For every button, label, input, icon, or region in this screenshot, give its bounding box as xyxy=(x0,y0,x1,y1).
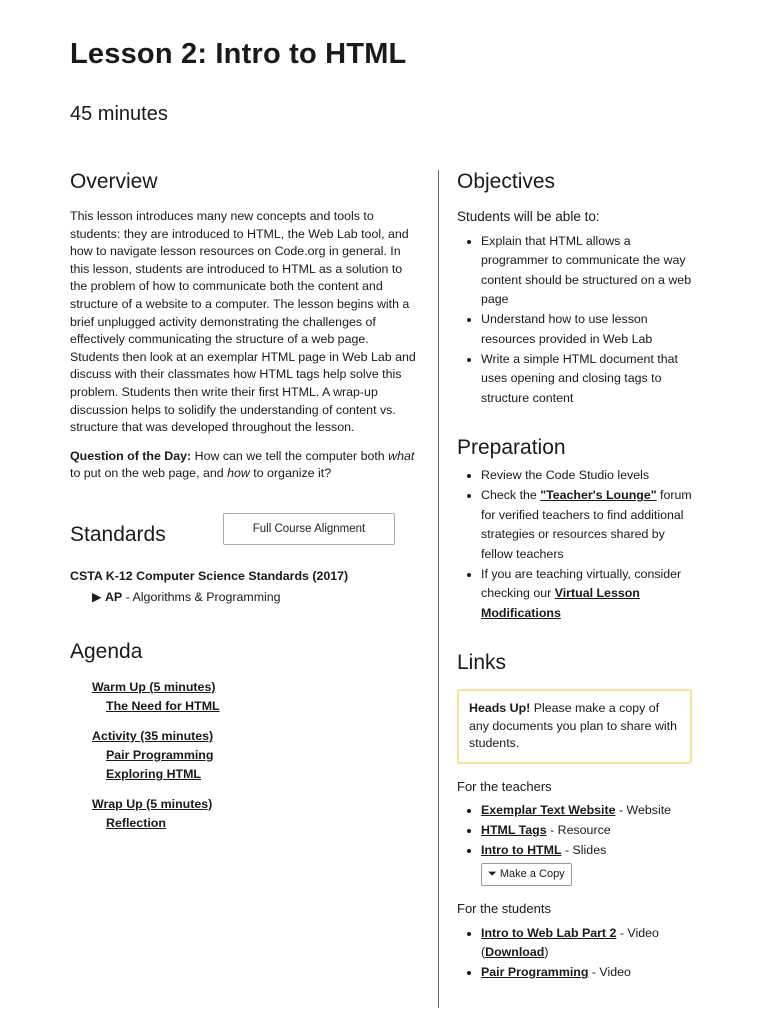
preparation-heading: Preparation xyxy=(457,436,566,460)
standards-heading: Standards xyxy=(70,522,166,546)
intro-to-html-link[interactable]: Intro to HTML xyxy=(481,843,562,858)
standard-description: - Algorithms & Programming xyxy=(122,589,281,604)
objective-item: • Understand how to use lesson resources provided in Web Lab xyxy=(481,310,697,349)
student-resources-list xyxy=(457,924,697,983)
prep-text: forum for verified teachers to find additional strategies or resources shared by fellow teachers xyxy=(481,488,692,561)
resource-type: - Website xyxy=(615,803,672,818)
preparation-item xyxy=(481,565,697,624)
standards-framework: CSTA K-12 Computer Science Standards (2017) xyxy=(70,568,349,583)
exemplar-text-website-link[interactable]: Exemplar Text Website xyxy=(481,803,616,818)
agenda-group xyxy=(92,727,418,784)
agenda-link-activity[interactable]: Activity (35 minutes) xyxy=(92,728,214,743)
agenda-link-need-for-html[interactable]: The Need for HTML xyxy=(106,698,220,713)
full-course-alignment-button[interactable]: Full Course Alignment xyxy=(223,513,395,545)
for-teachers-label: For the teachers xyxy=(457,778,552,794)
resource-type: - Resource xyxy=(546,823,611,838)
objectives-heading: Objectives xyxy=(457,170,556,193)
dropdown-caret-icon: ⏷ xyxy=(488,867,497,880)
paren: ( xyxy=(481,945,486,960)
for-students-label: For the students xyxy=(457,901,551,917)
agenda-link-wrap-up[interactable]: Wrap Up (5 minutes) xyxy=(92,796,213,811)
qod-text-2: to put on the web page, and xyxy=(70,466,228,481)
qod-how: how xyxy=(227,466,250,481)
resource-item xyxy=(481,801,697,821)
paren: ) xyxy=(544,945,549,960)
teachers-lounge-link[interactable]: "Teacher's Lounge" xyxy=(540,488,657,503)
agenda-heading: Agenda xyxy=(70,639,143,663)
resource-item xyxy=(481,963,697,983)
note-label: Heads Up! xyxy=(469,701,531,716)
agenda-group xyxy=(92,678,418,716)
preparation-item xyxy=(481,486,697,564)
qod-text-3: to organize it? xyxy=(249,466,332,481)
qod-what: what xyxy=(388,448,415,463)
objectives-list xyxy=(457,232,697,409)
overview-heading: Overview xyxy=(70,170,158,193)
heads-up-note xyxy=(457,689,692,764)
agenda-group xyxy=(92,795,418,833)
standard-ap-row[interactable] xyxy=(92,589,418,604)
html-tags-link[interactable]: HTML Tags xyxy=(481,823,547,838)
objectives-intro: Students will be able to: xyxy=(457,209,600,224)
resource-item xyxy=(481,924,697,963)
download-link[interactable]: Download xyxy=(485,945,545,960)
question-of-the-day xyxy=(70,448,418,483)
links-heading: Links xyxy=(457,651,507,675)
make-a-copy-label: Make a Copy xyxy=(499,867,565,880)
resource-item xyxy=(481,841,697,886)
page-title: Lesson 2: Intro to HTML xyxy=(70,38,407,70)
agenda-link-warm-up[interactable]: Warm Up (5 minutes) xyxy=(92,679,216,694)
resource-type: - Video xyxy=(588,965,631,980)
note-text: Please make a copy of any documents you plan to share with students. xyxy=(469,701,678,751)
make-a-copy-button[interactable] xyxy=(481,863,572,887)
qod-label: Question of the Day: xyxy=(70,448,192,463)
agenda-link-reflection[interactable]: Reflection xyxy=(106,815,166,830)
overview-text: This lesson introduces many new concepts and tools to students: they are introduced to HTML, the Web Lab tool, and how to navigate lesson resources on Code.org in general. In this lesson, students are introduced to HTML as a solution to the problem of how to communicate both the content and structure of a website to a computer. The lesson begins with a brief unplugged activity demonstrating the challenges of effectively communicating the structure of a web page. Students then look at an exemplar HTML page in Web Lab and discuss with their classmates how HTML tags help solve this problem. Students then write their first HTML. A wrap-up discussion helps to solidify the understanding of content vs. structure that was developed throughout the lesson. xyxy=(70,209,416,435)
standard-code: AP xyxy=(104,589,123,604)
prep-text: If you are teaching virtually, consider checking our xyxy=(481,566,682,601)
preparation-list xyxy=(457,466,697,623)
standards-header xyxy=(70,513,418,553)
column-divider xyxy=(438,170,439,1008)
agenda-link-exploring-html[interactable]: Exploring HTML xyxy=(106,766,201,781)
virtual-lesson-modifications-link[interactable]: Virtual Lesson Modifications xyxy=(481,586,640,620)
intro-to-web-lab-link[interactable]: Intro to Web Lab Part 2 xyxy=(481,925,617,940)
lesson-duration: 45 minutes xyxy=(70,103,168,125)
objective-item: • Write a simple HTML document that uses opening and closing tags to structure content xyxy=(481,350,697,409)
prep-text: Check the xyxy=(481,488,541,503)
objective-item: • Explain that HTML allows a programmer to communicate the way content should be structured on a web page xyxy=(481,232,697,310)
expand-arrow-icon[interactable]: ▶ xyxy=(92,589,102,604)
pair-programming-video-link[interactable]: Pair Programming xyxy=(481,965,589,980)
right-column xyxy=(457,170,697,983)
qod-text-1: How can we tell the computer both xyxy=(191,448,389,463)
resource-item xyxy=(481,821,697,841)
left-column xyxy=(70,170,418,844)
agenda-link-pair-programming[interactable]: Pair Programming xyxy=(106,747,214,762)
preparation-item: • Review the Code Studio levels xyxy=(481,466,697,486)
resource-type: - Slides xyxy=(561,843,607,858)
teacher-resources-list xyxy=(457,801,697,886)
agenda-list xyxy=(70,678,418,833)
resource-type: - Video xyxy=(616,925,659,940)
